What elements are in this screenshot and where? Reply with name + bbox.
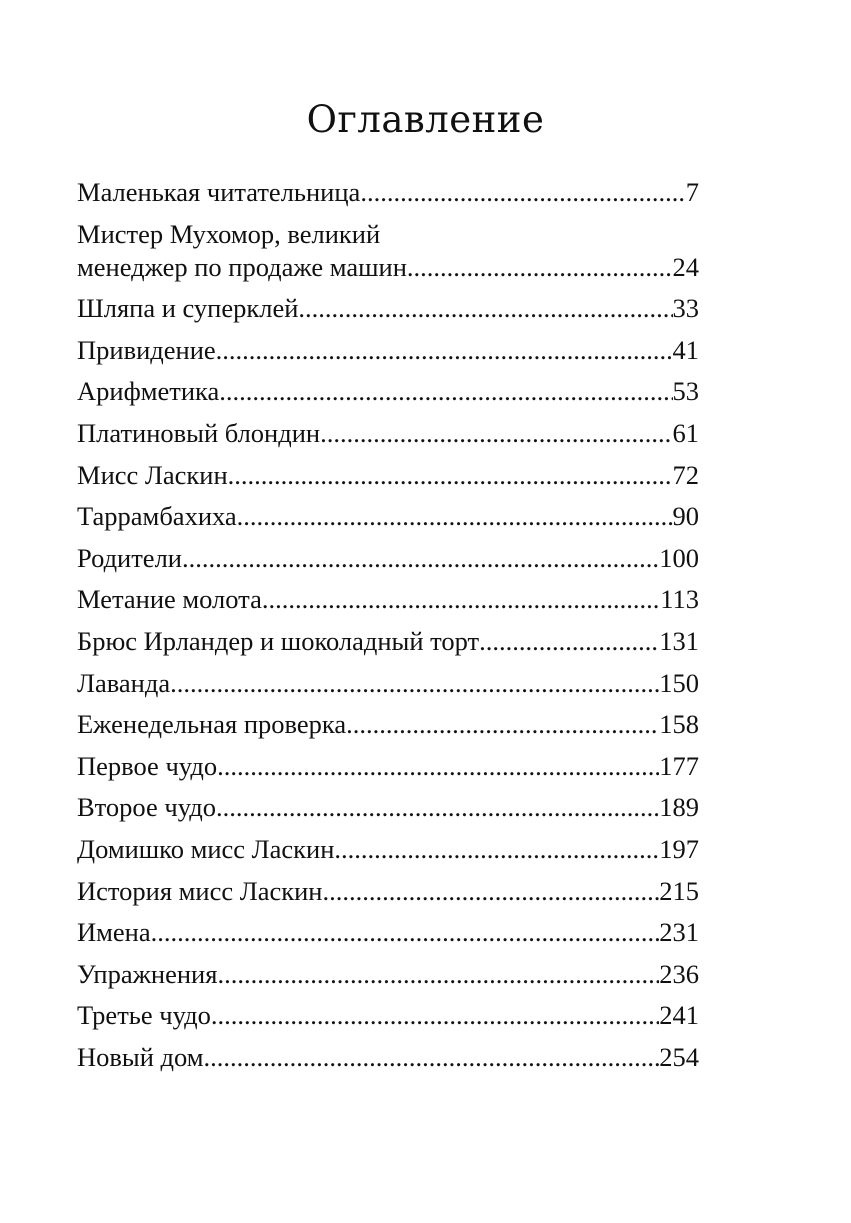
toc-entry-title: менеджер по продаже машин [77,251,407,282]
toc-entry-title: Привидение [77,334,216,365]
toc-entry-title: Мисс Ласкин [77,459,228,490]
dot-leader [219,371,672,413]
toc-entry [77,704,699,746]
toc-entry-title: Первое чудо [77,750,218,781]
toc-entry-page: 53 [672,376,699,407]
toc-entry-page: 33 [672,293,699,324]
dot-leader [407,251,673,284]
dot-leader [228,455,673,497]
toc-entry-page: 90 [672,501,699,532]
toc-entry-page: 41 [672,334,699,365]
toc-entry-title: Упражнения [77,958,218,989]
dot-leader [322,871,659,913]
toc-entry-title: Третье чудо [77,1000,211,1031]
table-of-contents [77,172,699,1078]
dot-leader [216,330,673,372]
toc-entry-page: 177 [659,750,699,781]
toc-entry [77,663,699,705]
dot-leader [320,413,672,455]
toc-entry [77,829,699,871]
toc-entry-page: 236 [659,958,699,989]
toc-entry [77,912,699,954]
toc-entry-page: 189 [659,792,699,823]
toc-entry-title: История мисс Ласкин [77,875,323,906]
toc-entry-page: 158 [659,709,699,740]
toc-entry-page: 215 [659,875,699,906]
toc-entry [77,288,699,330]
toc-entry-page: 254 [659,1041,699,1072]
toc-entry-title: Таррамбахиха [77,501,237,532]
dot-leader [298,288,672,330]
toc-entry-page: 241 [659,1000,699,1031]
toc-entry [77,621,699,663]
toc-entry [77,1037,699,1079]
toc-entry [77,330,699,372]
toc-entry-page: 24 [672,251,699,282]
toc-entry [77,218,699,284]
dot-leader [170,663,659,705]
toc-entry [77,455,699,497]
dot-leader [217,954,659,996]
dot-leader [360,172,685,214]
toc-entry-page: 197 [659,833,699,864]
toc-entry [77,954,699,996]
toc-entry [77,371,699,413]
toc-entry-page: 72 [672,459,699,490]
toc-entry-title: Еженедельная проверка [77,709,347,740]
toc-entry [77,413,699,455]
toc-entry-title: Имена [77,917,151,948]
dot-leader [237,496,673,538]
dot-leader [216,787,659,829]
toc-entry-page: 113 [660,584,699,615]
toc-entry-title: Второе чудо [77,792,217,823]
toc-entry [77,787,699,829]
toc-entry-page: 100 [659,542,699,573]
toc-entry-title: Домишко мисс Ласкин [77,833,335,864]
dot-leader [262,579,660,621]
toc-entry-title: Метание молота [77,584,262,615]
dot-leader [217,746,659,788]
toc-entry [77,746,699,788]
toc-entry-title-line1: Мистер Мухомор, великий [77,218,381,249]
toc-entry [77,579,699,621]
toc-entry-title: Брюс Ирландер и шоколадный торт [77,625,480,656]
toc-entry-title: Арифметика [77,376,220,407]
toc-entry-page: 231 [659,917,699,948]
toc-entry-page: 131 [659,625,699,656]
dot-leader [182,538,659,580]
toc-entry-title: Новый дом [77,1041,204,1072]
toc-entry-title: Маленькая читательница [77,177,361,207]
toc-entry-page: 7 [685,177,699,207]
page-title: Оглавление [306,98,545,141]
dot-leader [151,912,660,954]
toc-entry [77,871,699,913]
toc-entry-title: Шляпа и суперклей [77,293,299,324]
toc-entry [77,172,699,214]
toc-entry [77,496,699,538]
toc-entry-page: 150 [659,667,699,698]
dot-leader [479,621,659,663]
toc-entry-title: Платиновый блондин [77,417,321,448]
toc-entry [77,995,699,1037]
toc-entry-page: 61 [672,417,699,448]
dot-leader [334,829,659,871]
toc-entry-title: Родители [77,542,182,573]
dot-leader [204,1037,660,1079]
dot-leader [346,704,659,746]
toc-entry [77,538,699,580]
toc-entry-title: Лаванда [77,667,171,698]
dot-leader [211,995,659,1037]
